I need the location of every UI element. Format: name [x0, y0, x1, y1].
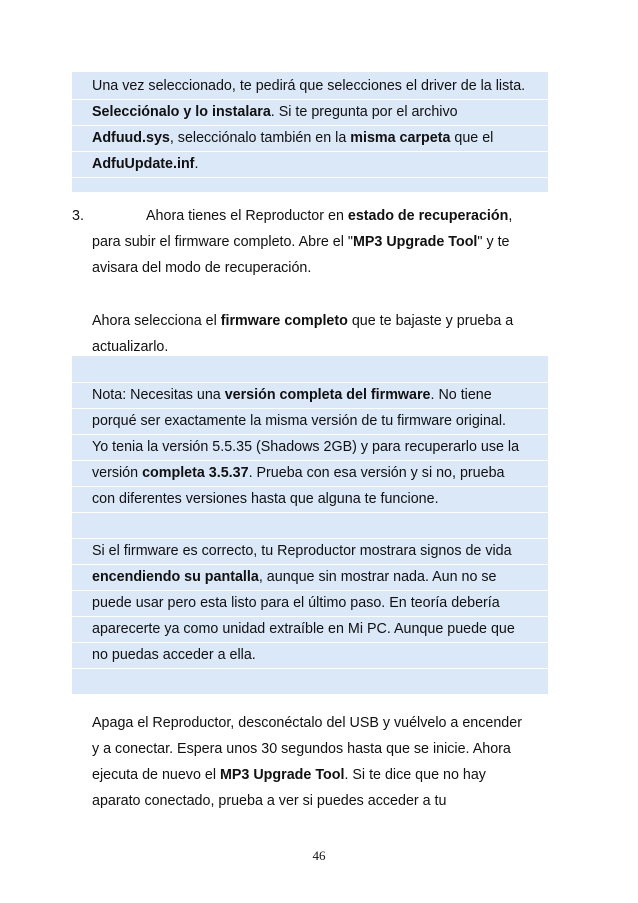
row-rule [72, 151, 548, 152]
p4-line-3 [92, 594, 500, 612]
bold-text: AdfuUpdate.inf [92, 156, 195, 172]
step3-line-2 [92, 233, 510, 251]
text: actualizarlo. [92, 339, 169, 355]
row-rule [72, 512, 548, 513]
text: . [194, 156, 199, 172]
p4-line-5 [92, 646, 256, 664]
bold-text: completa 3.5.37 [142, 465, 249, 481]
bold-text: MP3 Upgrade Tool [219, 767, 345, 783]
row-rule [72, 177, 548, 178]
bold-text: Adfuud.sys [92, 130, 170, 146]
bold-text: MP3 Upgrade Tool [352, 234, 478, 250]
text: Yo tenia la versión 5.5.35 (Shadows 2GB) y para recuperarlo use la [92, 439, 520, 455]
p1-line-1 [92, 77, 525, 95]
row-rule [72, 538, 548, 539]
bold-text: misma carpeta [350, 130, 451, 146]
row-rule [72, 642, 548, 643]
p5-line-4 [92, 792, 446, 810]
row-rule [72, 668, 548, 669]
row-rule [72, 99, 548, 100]
text: versión [92, 465, 143, 481]
text: ejecuta de nuevo el [92, 767, 220, 783]
p1-line-4 [92, 155, 198, 173]
text: , aunque sin mostrar nada. Aun no se [258, 569, 497, 585]
text: , [508, 208, 513, 224]
text: que el [450, 130, 494, 146]
row-rule [72, 564, 548, 565]
text: aparato conectado, prueba a ver si puedes acceder a tu [92, 793, 447, 809]
row-rule [72, 590, 548, 591]
text: , selecciónalo también en la [169, 130, 351, 146]
shaded-block-middle [72, 356, 548, 694]
text: . Si te pregunta por el archivo [270, 104, 458, 120]
bold-text: estado de recuperación [347, 208, 509, 224]
row-rule [72, 408, 548, 409]
text: " y te [477, 234, 510, 250]
text: . Si te dice que no hay [344, 767, 486, 783]
bold-text: Selecciónalo y lo instalara [92, 104, 271, 120]
row-rule [72, 486, 548, 487]
p3-line-4 [92, 464, 504, 482]
p5-line-1 [92, 714, 522, 732]
text: Una vez seleccionado, te pedirá que selecciones el driver de la lista. [92, 78, 526, 94]
step3-line-1 [92, 207, 512, 225]
text: . No tiene [430, 387, 492, 403]
text: Nota: Necesitas una [92, 387, 225, 403]
text: Si el firmware es correcto, tu Reproductor mostrara signos de vida [92, 543, 512, 559]
p3-line-3 [92, 438, 519, 456]
p1-line-2 [92, 103, 458, 121]
text: y a conectar. Espera unos 30 segundos hasta que se inicie. Ahora [92, 741, 511, 757]
p4-line-4 [92, 620, 515, 638]
text: no puedas acceder a ella. [92, 647, 256, 663]
text: con diferentes versiones hasta que alguna te funcione. [92, 491, 439, 507]
text: puede usar pero esta listo para el último paso. En teoría debería [92, 595, 500, 611]
step3-line-3 [92, 259, 311, 277]
page-number: 46 [312, 848, 326, 863]
text: que te bajaste y prueba a [347, 313, 514, 329]
p3-line-1 [92, 386, 492, 404]
row-rule [72, 434, 548, 435]
text: . Prueba con esa versión y si no, prueba [248, 465, 505, 481]
p5-line-2 [92, 740, 511, 758]
bold-text: firmware completo [220, 313, 348, 329]
text: para subir el firmware completo. Abre el " [92, 234, 353, 250]
p4-line-1 [92, 542, 512, 560]
step-number: 3. [72, 208, 84, 224]
bold-text: versión completa del firmware [224, 387, 431, 403]
text: porqué ser exactamente la misma versión de tu firmware original. [92, 413, 506, 429]
row-rule [72, 125, 548, 126]
text: Apaga el Reproductor, desconéctalo del USB y vuélvelo a encender [92, 715, 522, 731]
text: aparecerte ya como unidad extraíble en Mi PC. Aunque puede que [92, 621, 515, 637]
text: avisara del modo de recuperación. [92, 260, 312, 276]
p1-line-3 [92, 129, 493, 147]
p2-line-1 [92, 312, 513, 330]
p2-line-2 [92, 338, 168, 356]
p5-line-3 [92, 766, 486, 784]
row-rule [72, 616, 548, 617]
bold-text: encendiendo su pantalla [92, 569, 259, 585]
text: Ahora tienes el Reproductor en [146, 208, 348, 224]
p3-line-5 [92, 490, 439, 508]
p4-line-2 [92, 568, 497, 586]
p3-line-2 [92, 412, 506, 430]
row-rule [72, 460, 548, 461]
row-rule [72, 382, 548, 383]
text: Ahora selecciona el [92, 313, 221, 329]
